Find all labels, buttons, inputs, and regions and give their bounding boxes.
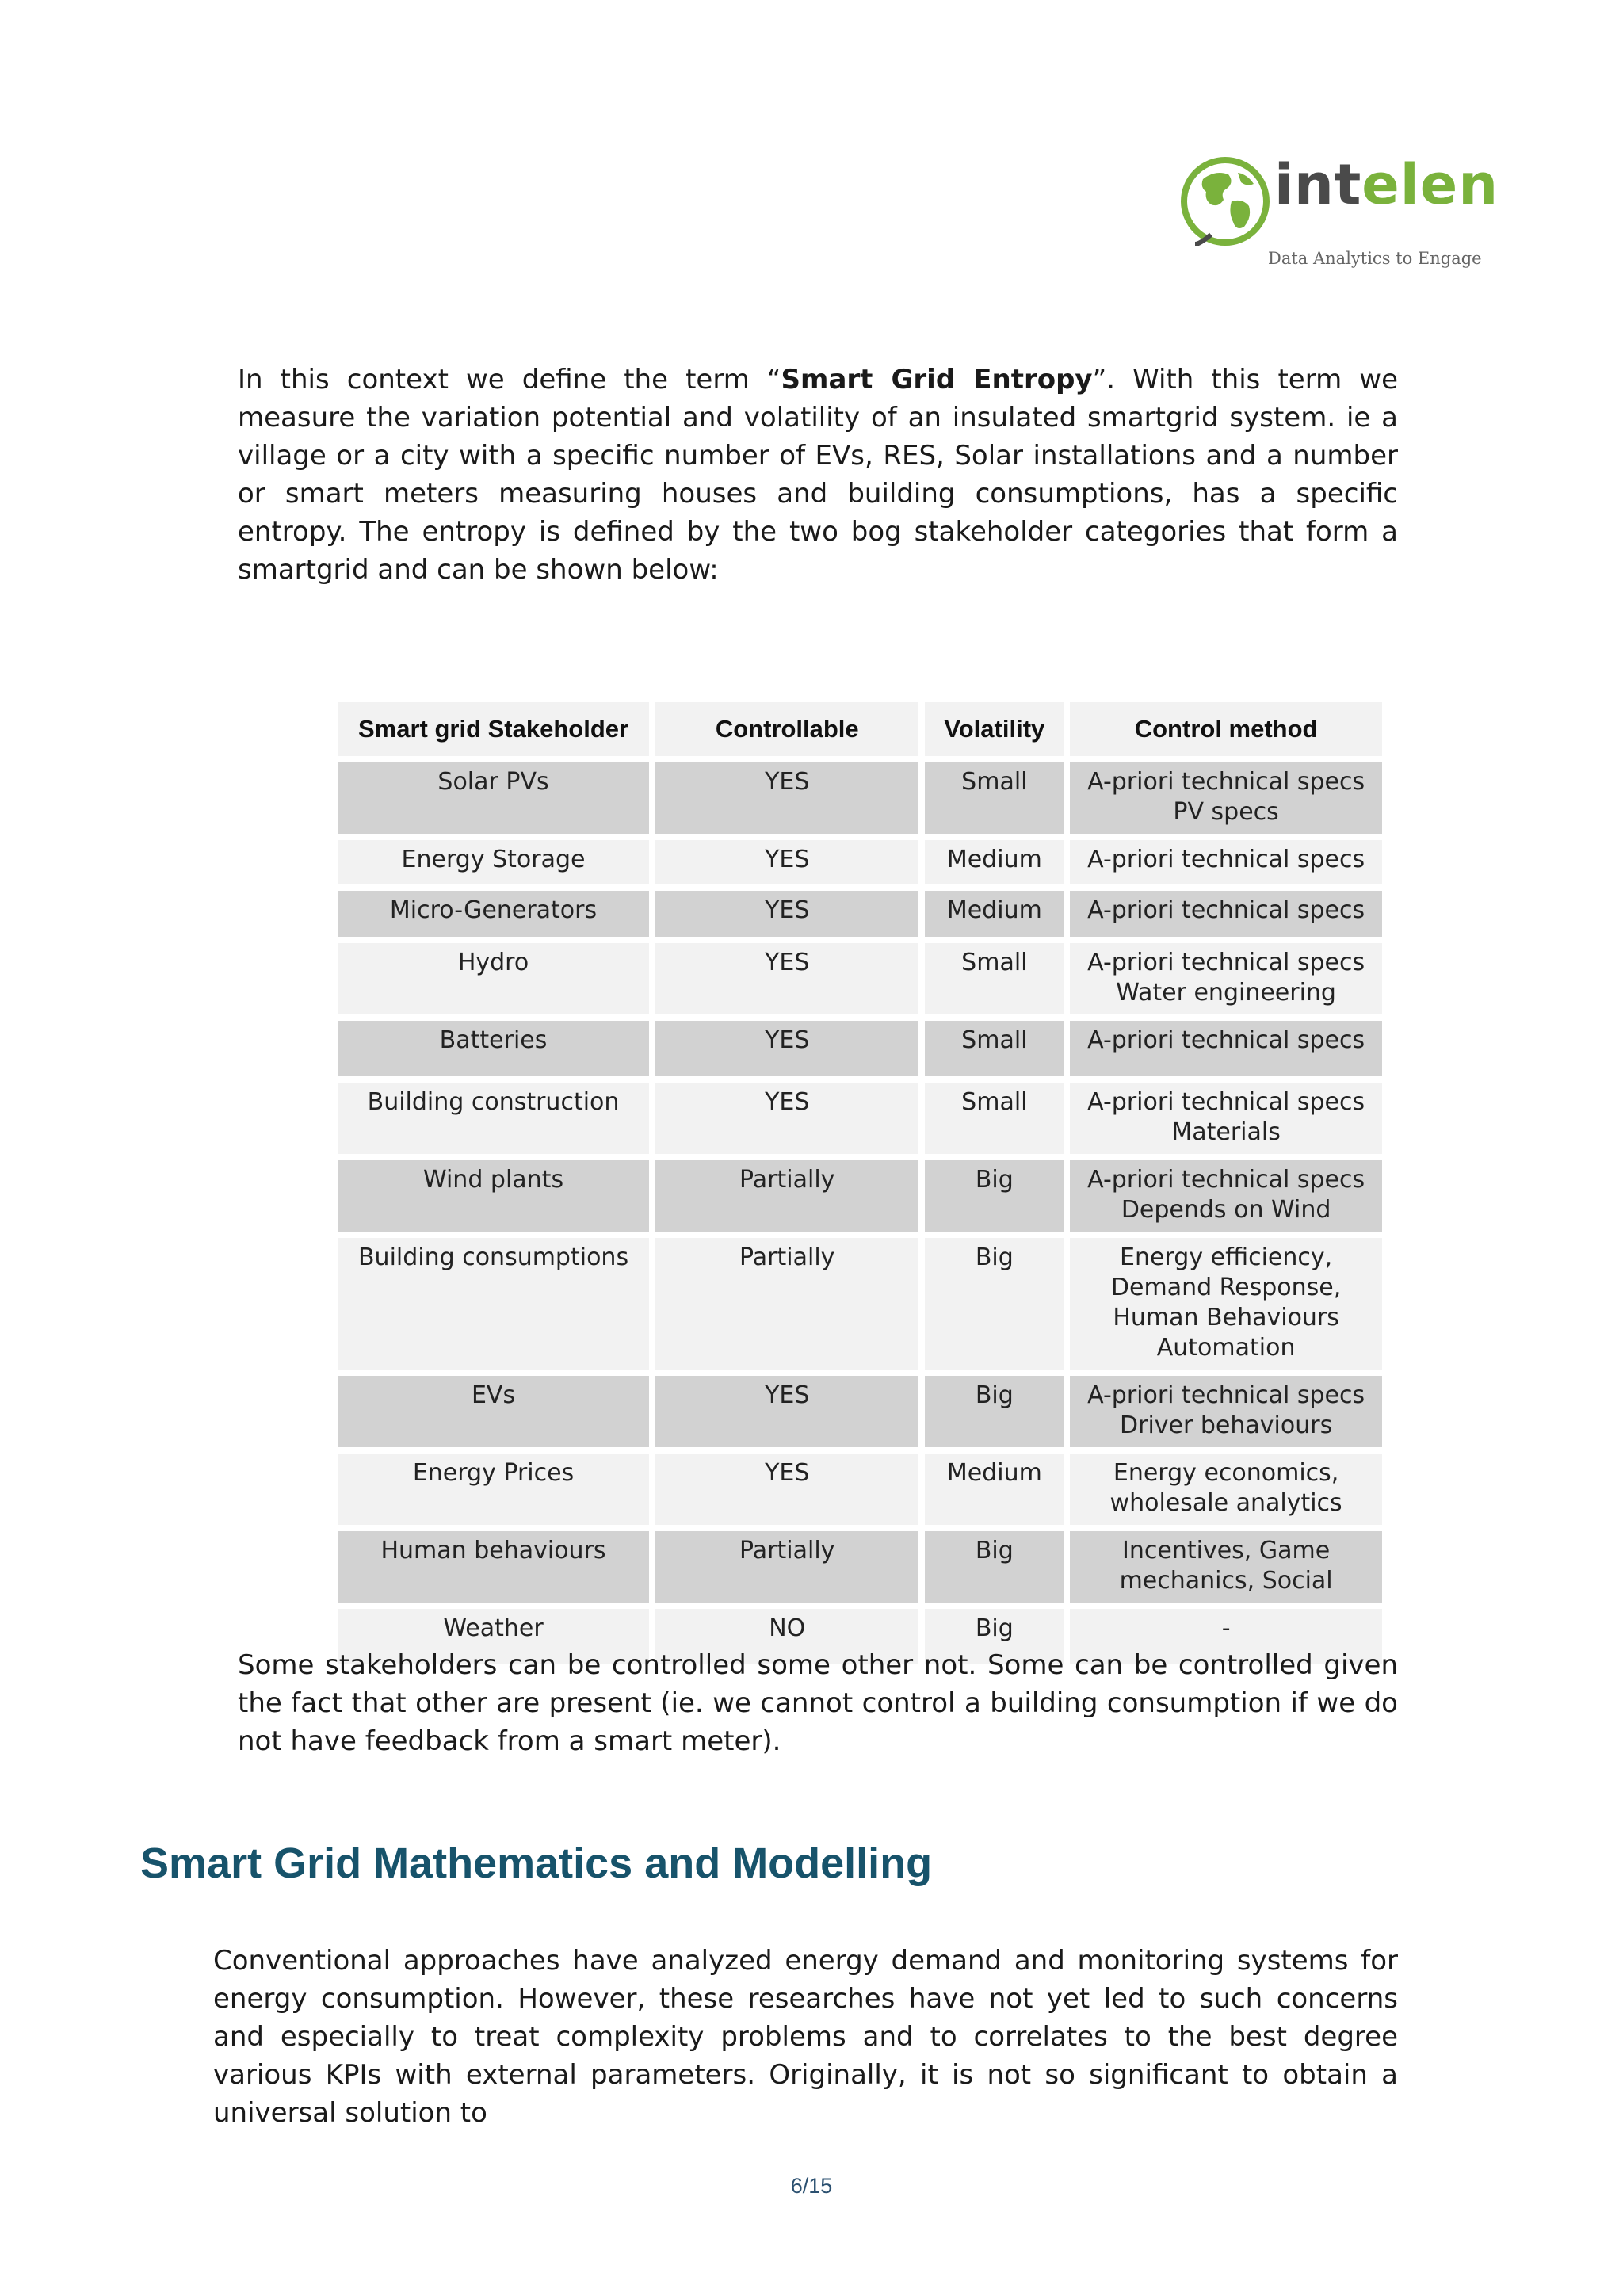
cell-control-method: Incentives, Game mechanics, Social bbox=[1070, 1531, 1382, 1603]
cell-control-method: A-priori technical specs bbox=[1070, 891, 1382, 937]
cell-controllable: YES bbox=[655, 1021, 918, 1076]
section-heading: Smart Grid Mathematics and Modelling bbox=[140, 1839, 933, 1887]
cell-volatility: Medium bbox=[925, 1454, 1064, 1525]
header-volatility: Volatility bbox=[925, 702, 1064, 756]
cell-volatility: Big bbox=[925, 1376, 1064, 1447]
cell-volatility: Big bbox=[925, 1609, 1064, 1664]
cell-controllable: YES bbox=[655, 1376, 918, 1447]
table-row bbox=[338, 1238, 1382, 1370]
cell-control-method: A-priori technical specs Depends on Wind bbox=[1070, 1160, 1382, 1232]
cell-controllable: YES bbox=[655, 891, 918, 937]
cell-controllable: YES bbox=[655, 943, 918, 1014]
cell-controllable: YES bbox=[655, 1454, 918, 1525]
cell-controllable: YES bbox=[655, 840, 918, 884]
cell-controllable: NO bbox=[655, 1609, 918, 1664]
table-row bbox=[338, 840, 1382, 884]
table-row bbox=[338, 1160, 1382, 1232]
cell-volatility: Small bbox=[925, 1083, 1064, 1154]
cell-stakeholder: Energy Prices bbox=[338, 1454, 649, 1525]
company-logo bbox=[1179, 152, 1499, 274]
table-row bbox=[338, 1021, 1382, 1076]
stakeholder-note-paragraph: Some stakeholders can be controlled some other not. Some can be controlled given the fact that other are present (ie. we cannot control a building consumption if we do not have feedback from a smart meter). bbox=[238, 1649, 1398, 1757]
cell-control-method: A-priori technical specs Driver behaviours bbox=[1070, 1376, 1382, 1447]
cell-control-method: A-priori technical specs bbox=[1070, 1021, 1382, 1076]
cell-control-method: A-priori technical specs Materials bbox=[1070, 1083, 1382, 1154]
table-row bbox=[338, 1454, 1382, 1525]
cell-volatility: Small bbox=[925, 1021, 1064, 1076]
intro-paragraph: In this context we define the term “Smart Grid Entropy”. With this term we measure the variation potential and volatility of an insulated smartgrid system. ie a village or a city with a specific number of EVs, RES, Solar installations and a number or smart meters measuring houses and building consumptions, has a specific entropy. The entropy is defined by the two bog stakeholder categories that form a smartgrid and can be shown below: bbox=[238, 364, 1399, 586]
cell-volatility: Small bbox=[925, 943, 1064, 1014]
cell-control-method: Energy efficiency, Demand Response, Human Behaviours Automation bbox=[1070, 1238, 1382, 1370]
table-header-row bbox=[338, 702, 1382, 756]
cell-controllable: YES bbox=[655, 1083, 918, 1154]
page-number: 6/15 bbox=[790, 2174, 833, 2198]
cell-volatility: Small bbox=[925, 762, 1064, 834]
table-row bbox=[338, 943, 1382, 1014]
header-stakeholder: Smart grid Stakeholder bbox=[338, 702, 649, 756]
cell-stakeholder: Micro-Generators bbox=[338, 891, 649, 937]
logo-wordmark: intelen bbox=[1274, 152, 1499, 217]
cell-controllable: Partially bbox=[655, 1531, 918, 1603]
cell-control-method: A-priori technical specs PV specs bbox=[1070, 762, 1382, 834]
table-row bbox=[338, 1376, 1382, 1447]
cell-control-method: Energy economics, wholesale analytics bbox=[1070, 1454, 1382, 1525]
cell-stakeholder: Batteries bbox=[338, 1021, 649, 1076]
table-row bbox=[338, 891, 1382, 937]
section-paragraph: Conventional approaches have analyzed energy demand and monitoring systems for energy consumption. However, these researches have not yet led to such concerns and especially to treat complexity problems and to correlates to the best degree various KPIs with external parameters. Originally, it is not so significant to obtain a universal solution to bbox=[213, 1945, 1398, 2129]
cell-stakeholder: Human behaviours bbox=[338, 1531, 649, 1603]
cell-control-method: A-priori technical specs bbox=[1070, 840, 1382, 884]
cell-controllable: Partially bbox=[655, 1160, 918, 1232]
cell-stakeholder: Building consumptions bbox=[338, 1238, 649, 1370]
cell-stakeholder: Weather bbox=[338, 1609, 649, 1664]
cell-stakeholder: Hydro bbox=[338, 943, 649, 1014]
cell-stakeholder: Solar PVs bbox=[338, 762, 649, 834]
header-control-method: Control method bbox=[1070, 702, 1382, 756]
cell-volatility: Big bbox=[925, 1238, 1064, 1370]
stakeholder-table bbox=[331, 696, 1388, 1671]
cell-control-method: A-priori technical specs Water engineering bbox=[1070, 943, 1382, 1014]
cell-control-method: - bbox=[1070, 1609, 1382, 1664]
header-controllable: Controllable bbox=[655, 702, 918, 756]
cell-controllable: YES bbox=[655, 762, 918, 834]
cell-volatility: Medium bbox=[925, 840, 1064, 884]
defined-term: Smart Grid Entropy bbox=[781, 364, 1093, 395]
cell-stakeholder: Wind plants bbox=[338, 1160, 649, 1232]
cell-stakeholder: Energy Storage bbox=[338, 840, 649, 884]
globe-icon bbox=[1179, 155, 1273, 249]
cell-stakeholder: Building construction bbox=[338, 1083, 649, 1154]
cell-volatility: Big bbox=[925, 1160, 1064, 1232]
table-row bbox=[338, 762, 1382, 834]
cell-volatility: Medium bbox=[925, 891, 1064, 937]
table-row bbox=[338, 1531, 1382, 1603]
cell-volatility: Big bbox=[925, 1531, 1064, 1603]
logo-tagline: Data Analytics to Engage bbox=[1268, 249, 1482, 268]
table-row bbox=[338, 1083, 1382, 1154]
cell-stakeholder: EVs bbox=[338, 1376, 649, 1447]
cell-controllable: Partially bbox=[655, 1238, 918, 1370]
